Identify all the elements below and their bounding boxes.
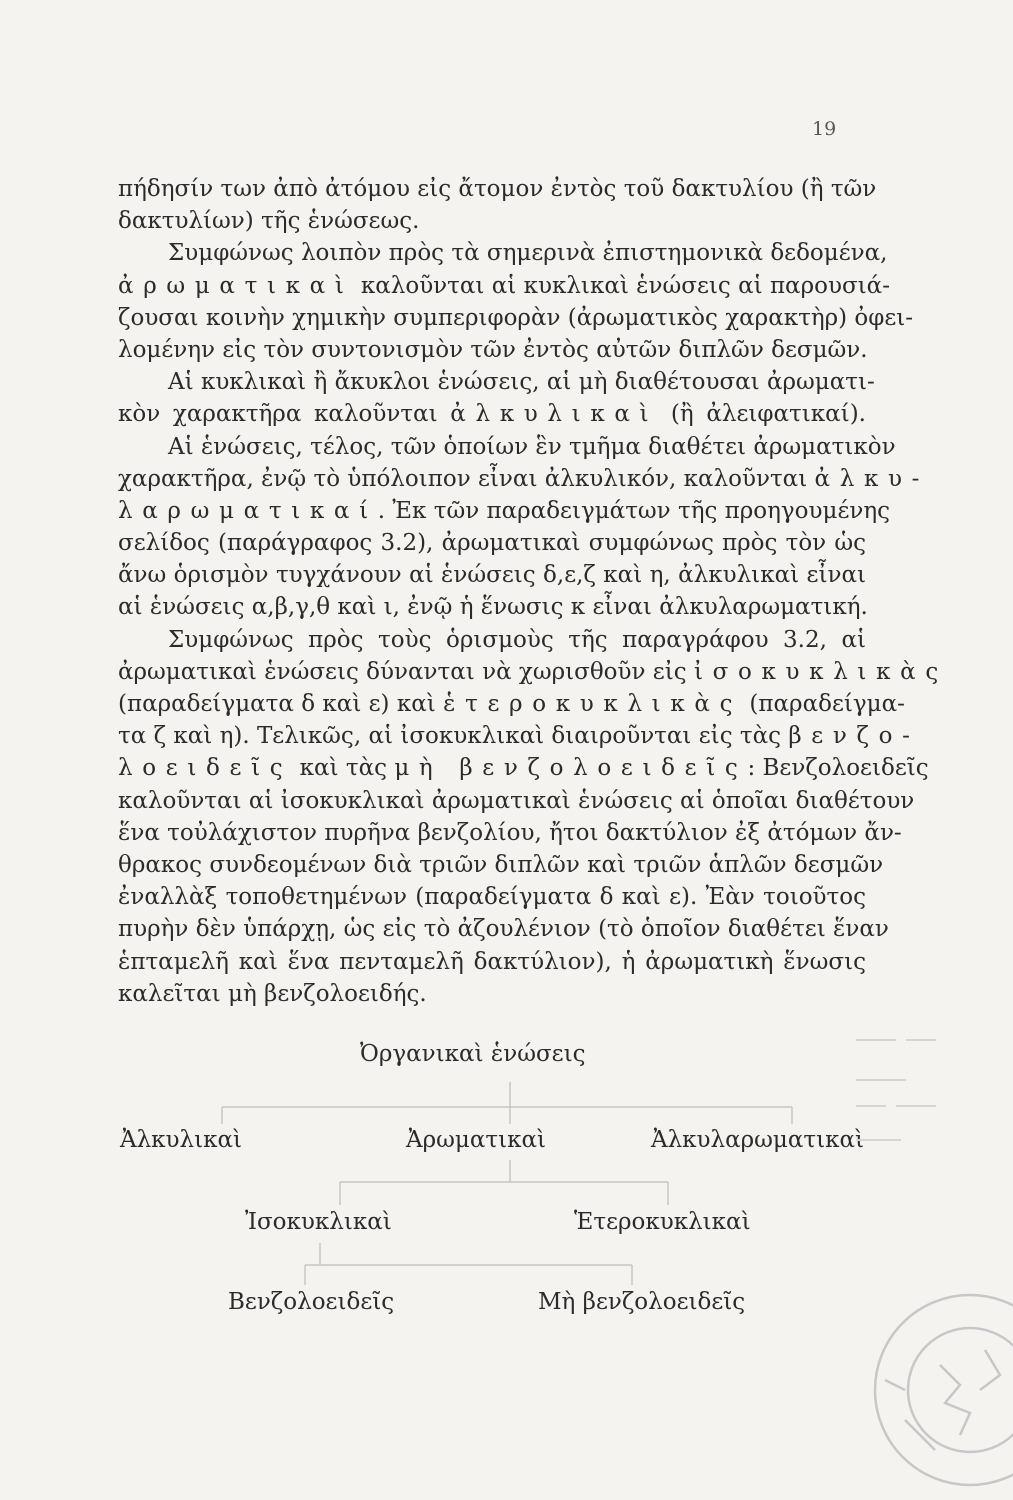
line-text: ἀρωματικαὶ ἑνώσεις δύνανται νὰ χωρισθοῦν εἰς: [118, 658, 694, 685]
line-text: καὶ τὰς: [292, 755, 395, 782]
emphasized-term: βενζο-: [788, 723, 920, 750]
line-text: πυρὴν δὲν ὑπάρχῃ, ὡς εἰς τὸ ἀζουλένιον (τὸ ὁποῖον διαθέτει ἕναν: [118, 916, 889, 943]
line-text: ἐναλλὰξ τοποθετημένων (παραδείγματα δ καὶ ε). Ἐὰν τοιοῦτος: [118, 884, 866, 911]
line-text: δακτυλίων) τῆς ἑνώσεως.: [118, 208, 420, 235]
line-text: κὸν χαρακτῆρα καλοῦνται: [118, 401, 451, 428]
line-text: (παραδείγματα δ καὶ ε) καὶ: [118, 691, 444, 717]
emphasized-term: ἰσοκυκλικὰς: [693, 658, 948, 685]
line-text: πήδησίν των ἀπὸ ἀτόμου εἰς ἄτομον ἐντὸς τοῦ δακτυλίου (ἢ τῶν: [118, 176, 877, 202]
line-text: αἱ ἑνώσεις α,β,γ,θ καὶ ι, ἐνῷ ἡ ἕνωσις κ εἶναι ἀλκυλαρωματική.: [118, 594, 868, 621]
tree-node-nonbenzenoid: Μὴ βενζολοειδεῖς: [538, 1289, 746, 1315]
line-text: ἕνα τοὐλάχιστον πυρῆνα βενζολίου, ἤτοι δακτύλιον ἐξ ἀτόμων ἄν-: [118, 819, 902, 846]
emphasized-term: λαρωματικαί: [118, 497, 378, 524]
line-text: τα ζ καὶ η). Τελικῶς, αἱ ἰσοκυκλικαὶ διαιροῦνται εἰς τὰς: [118, 723, 789, 750]
line-text: χαρακτῆρα, ἐνῷ τὸ ὑπόλοιπον εἶναι ἀλκυλικόν, καλοῦνται: [118, 465, 815, 492]
emphasized-term: ἀλκυλικαὶ: [450, 401, 659, 428]
line-text: ἄνω ὁρισμὸν τυγχάνουν αἱ ἑνώσεις δ,ε,ζ καὶ η, ἀλκυλικαὶ εἶναι: [118, 562, 866, 589]
line-text: καλοῦνται αἱ ἰσοκυκλικαὶ ἀρωματικαὶ ἑνώσεις αἱ ὁποῖαι διαθέτουν: [118, 787, 915, 814]
library-stamp-icon: [845, 1270, 1013, 1500]
line-text: λομένην εἰς τὸν συντονισμὸν τῶν ἐντὸς αὐτῶν διπλῶν δεσμῶν.: [118, 336, 868, 363]
emphasized-term: ἑτεροκυκλικὰς: [443, 691, 743, 717]
emphasized-term: ἀλκυ-: [814, 465, 930, 492]
tree-node-alkylaromatic: Ἀλκυλαρωματικαὶ: [651, 1127, 865, 1153]
line-text: (ἢ ἀλειφατικαί).: [658, 401, 866, 428]
tree-node-alkylic: Ἀλκυλικαὶ: [120, 1127, 243, 1153]
line-text: Συμφώνως πρὸς τοὺς ὁρισμοὺς τῆς παραγράφου 3.2, αἱ: [168, 626, 866, 653]
tree-node-benzenoid: Βενζολοειδεῖς: [228, 1289, 395, 1315]
line-text: (παραδείγμα-: [742, 691, 905, 717]
line-text: ζουσαι κοινὴν χημικὴν συμπεριφορὰν (ἀρωματικὸς χαρακτὴρ) ὀφει-: [118, 304, 914, 331]
tree-node-aromatic: Ἀρωματικαὶ: [406, 1127, 547, 1153]
margin-bleed-marks: [836, 1020, 1006, 1170]
tree-node-isocyclic: Ἰσοκυκλικαὶ: [245, 1209, 392, 1235]
line-text: Συμφώνως λοιπὸν πρὸς τὰ σημερινὰ ἐπιστημονικὰ δεδομένα,: [168, 240, 888, 267]
line-text: ἑπταμελῆ καὶ ἕνα πενταμελῆ δακτύλιον), ἡ ἀρωματικὴ ἕνωσις: [118, 948, 866, 975]
line-text: : Βενζολοειδεῖς: [747, 755, 929, 782]
line-text: . Ἐκ τῶν παραδειγμάτων τῆς προηγουμένης: [377, 497, 891, 524]
line-text: Αἱ ἑνώσεις, τέλος, τῶν ὁποίων ἓν τμῆμα διαθέτει ἀρωματικὸν: [168, 433, 896, 460]
tree-root-label: Ὀργανικαὶ ἑνώσεις: [360, 1041, 586, 1067]
emphasized-term: λοειδεῖς: [118, 755, 293, 782]
emphasized-term: μὴ βενζολοειδεῖς: [394, 755, 748, 782]
line-text: θρακος συνδεομένων διὰ τριῶν διπλῶν καὶ τριῶν ἁπλῶν δεσμῶν: [118, 851, 884, 878]
tree-node-heterocyclic: Ἑτεροκυκλικαὶ: [574, 1209, 751, 1235]
page-number: 19: [812, 118, 837, 140]
emphasized-term: ἀρωματικαὶ: [118, 272, 354, 299]
line-text: καλοῦνται αἱ κυκλικαὶ ἑνώσεις αἱ παρουσιά-: [353, 272, 890, 299]
line-text: καλεῖται μὴ βενζολοειδής.: [118, 980, 427, 1007]
line-text: Αἱ κυκλικαὶ ἢ ἄκυκλοι ἑνώσεις, αἱ μὴ διαθέτουσαι ἀρωματι-: [168, 369, 875, 396]
line-text: σελίδος (παράγραφος 3.2), ἀρωματικαὶ συμφώνως πρὸς τὸν ὡς: [118, 530, 866, 557]
